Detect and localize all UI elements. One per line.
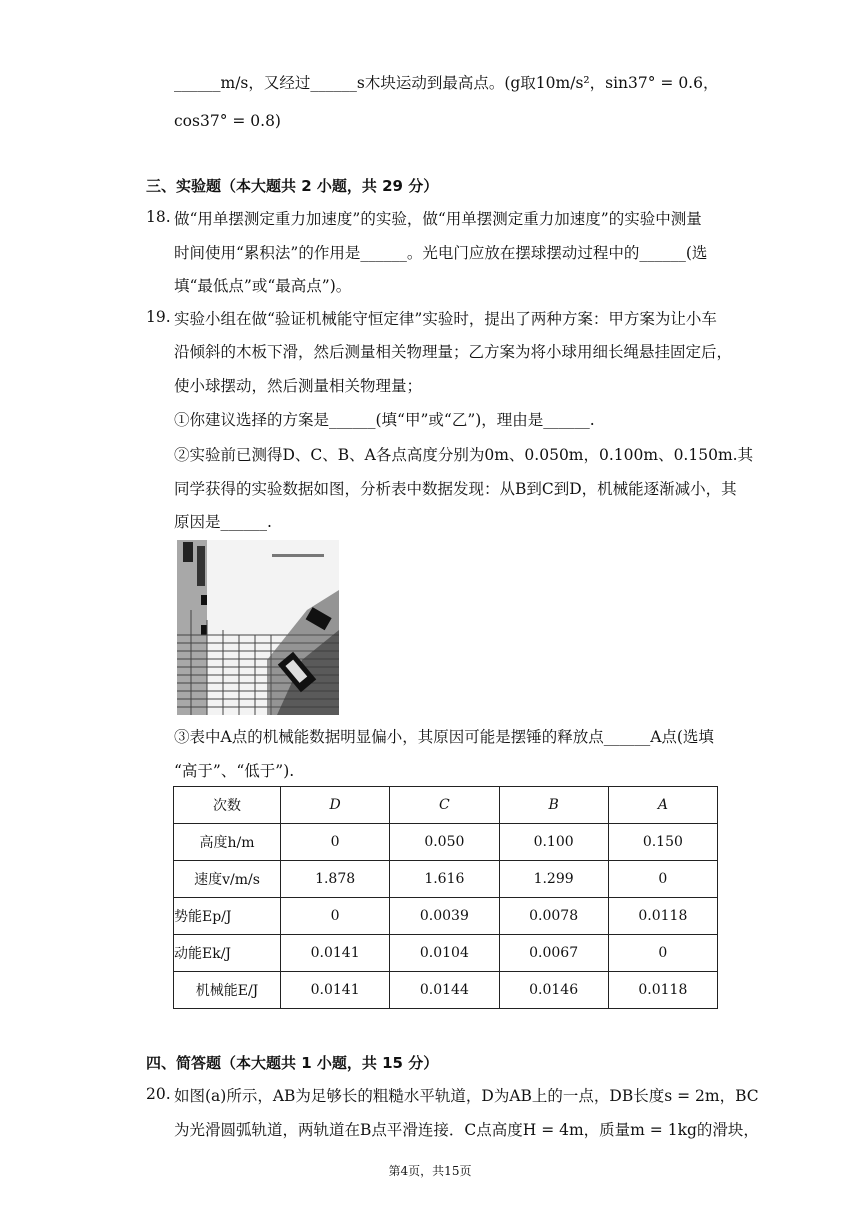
- table-cell: 0.0039: [390, 898, 499, 935]
- table-cell: 0: [608, 861, 717, 898]
- question-18-number: 18.: [146, 208, 171, 226]
- page-footer: 第4页，共15页: [388, 1164, 472, 1178]
- table-header-cell: C: [390, 787, 499, 824]
- table-cell: 动能Ek/J: [174, 935, 281, 972]
- table-cell: 0.0144: [390, 972, 499, 1009]
- continued-line-2: cos37° = 0.8): [174, 112, 281, 130]
- question-19-line-2: 沿倾斜的木板下滑，然后测量相关物理量；乙方案为将小球用细长绳悬挂固定后，: [174, 343, 733, 361]
- question-19-line-7: 原因是______.: [174, 513, 272, 531]
- table-cell: 0.0141: [281, 972, 390, 1009]
- question-19-line-6: 同学获得的实验数据如图，分析表中数据发现：从B到C到D，机械能逐渐减小，其: [174, 480, 737, 498]
- table-cell: 0.100: [499, 824, 608, 861]
- table-cell: 0.0067: [499, 935, 608, 972]
- table-header-cell: 次数: [174, 787, 281, 824]
- table-header-cell: A: [608, 787, 717, 824]
- table-cell: 0.0141: [281, 935, 390, 972]
- continued-line-1: ______m/s，又经过______s木块运动到最高点。(g取10m/s²，sin37° = 0.6，: [174, 74, 719, 92]
- question-18-line-3: 填“最低点”或“最高点”)。: [174, 277, 352, 295]
- experiment-photo-drawing: [177, 540, 339, 715]
- question-19-line-5: ②实验前已测得D、C、B、A各点高度分别为0m、0.050m，0.100m、0.150m.其: [174, 446, 754, 464]
- table-cell: 0.0118: [608, 898, 717, 935]
- table-row: [174, 824, 718, 861]
- table-cell: 0.0078: [499, 898, 608, 935]
- question-19-number: 19.: [146, 308, 171, 326]
- section-3-title: 三、实验题（本大题共 2 小题，共 29 分）: [146, 177, 439, 195]
- table-row: [174, 972, 718, 1009]
- table-cell: 0: [608, 935, 717, 972]
- table-cell: 0.0104: [390, 935, 499, 972]
- table-cell: 0.0146: [499, 972, 608, 1009]
- table-cell: 0.0118: [608, 972, 717, 1009]
- question-19-line-3: 使小球摆动，然后测量相关物理量；: [174, 377, 423, 395]
- question-20-number: 20.: [146, 1085, 171, 1103]
- table-header-row: [174, 787, 718, 824]
- question-19-line-4: ①你建议选择的方案是______(填“甲”或“乙”)，理由是______.: [174, 411, 595, 429]
- table-cell: 速度v/m/s: [174, 861, 281, 898]
- table-cell: 0.050: [390, 824, 499, 861]
- table-header-cell: D: [281, 787, 390, 824]
- question-20-line-1: 如图(a)所示，AB为足够长的粗糙水平轨道，D为AB上的一点，DB长度s = 2m，BC: [174, 1087, 759, 1105]
- table-row: [174, 861, 718, 898]
- table-header-cell: B: [499, 787, 608, 824]
- question-19-line-1: 实验小组在做“验证机械能守恒定律”实验时，提出了两种方案：甲方案为让小车: [174, 310, 717, 328]
- table-row: [174, 935, 718, 972]
- section-4-title: 四、简答题（本大题共 1 小题，共 15 分）: [146, 1054, 439, 1072]
- table-cell: 机械能E/J: [174, 972, 281, 1009]
- table-cell: 0.150: [608, 824, 717, 861]
- table-cell: 0: [281, 824, 390, 861]
- question-18-line-1: 做“用单摆测定重力加速度”的实验，做“用单摆测定重力加速度”的实验中测量: [174, 210, 702, 228]
- table-cell: 0: [281, 898, 390, 935]
- table-cell: 1.616: [390, 861, 499, 898]
- question-19-line-8: ③表中A点的机械能数据明显偏小，其原因可能是摆锤的释放点______A点(选填: [174, 728, 714, 746]
- table-cell: 高度h/m: [174, 824, 281, 861]
- table-cell: 势能Ep/J: [174, 898, 281, 935]
- experiment-photo: [177, 540, 339, 715]
- question-19-line-9: “高于”、“低于”).: [174, 762, 295, 780]
- question-20-line-2: 为光滑圆弧轨道，两轨道在B点平滑连接．C点高度H = 4m，质量m = 1kg的滑块，: [174, 1121, 759, 1139]
- table-cell: 1.299: [499, 861, 608, 898]
- question-18-line-2: 时间使用“累积法”的作用是______。光电门应放在摆球摆动过程中的______(选: [174, 244, 708, 262]
- table-row: [174, 898, 718, 935]
- table-cell: 1.878: [281, 861, 390, 898]
- energy-data-table: [173, 786, 718, 1009]
